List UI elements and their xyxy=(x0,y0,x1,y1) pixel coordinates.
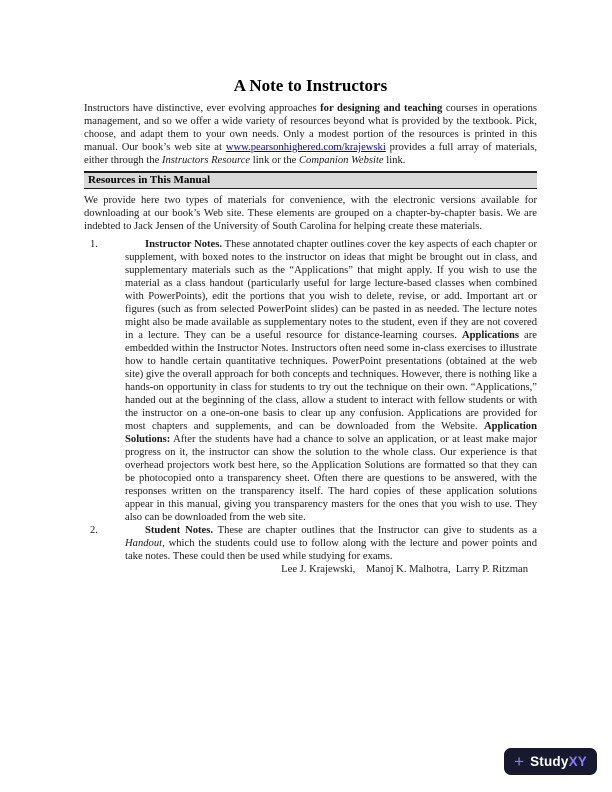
text-run: Applications xyxy=(461,330,520,341)
numbered-list xyxy=(84,238,537,563)
text-run: Instructors Resource xyxy=(161,155,251,166)
text-run: are embedded within the Instructor Notes. Instructors often need some in-class exercises to illustrate how to handle certain quantitative techniques. PowerPoint presentations (obtained at the web site) give the overall approach for both concepts and techniques. However, there is nothing like a hands-on opportunity in class for students to try out the technique on their own. “Applications,” handed out at the beginning of the class, allow a student to interact with fellow students or with the instructor on a one-on-one basis to clear up any confusion. Applications are provided for most chapters and supplements, and can be downloaded from the Website. xyxy=(125,330,537,432)
text-run: link or the xyxy=(250,155,299,166)
studyxy-logo-accent-text: XY xyxy=(568,754,587,769)
section-header-title: Resources in This Manual xyxy=(88,174,211,186)
text-run: for designing and teaching xyxy=(320,103,443,114)
studyxy-logo-text: Study xyxy=(530,754,569,769)
text-run: Student Notes. xyxy=(145,525,214,536)
page-title: A Note to Instructors xyxy=(233,76,388,95)
section-intro-paragraph xyxy=(84,194,537,233)
intro-paragraph xyxy=(84,102,537,167)
list-item-body xyxy=(125,238,537,524)
text-run: provides a full array of materials, either through the xyxy=(84,142,537,166)
text-run: link. xyxy=(383,155,406,166)
list-item-number: 2. xyxy=(90,525,98,536)
text-run: We provide here two types of materials for convenience, with the electronic versions available for downloading at our book’s Web site. These elements are grouped on a chapter-by-chapter basis. We are indebted to Jack Jensen of the University of South Carolina for helping create these materials. xyxy=(84,195,537,232)
plus-icon: + xyxy=(514,751,525,771)
list-item-number: 1. xyxy=(90,239,98,250)
text-run: After the students have had a chance to solve an application, or at least make major progress on it, the instructor can show the solution to the whole class. Our experience is that overhead projectors work best here, so the Application Solutions are formatted so that they can be photocopied onto a transparency sheet. Often there are questions to be answered, with the responses written on the transparency itself. The hard copies of these application solutions appear in this manual, giving you transparency masters for the ones that you wish to use. They also can be downloaded from the web site. xyxy=(125,434,537,523)
text-run: Application Solutions: xyxy=(125,421,537,445)
authors-signature-line: Lee J. Krajewski, Manoj K. Malhotra, Larry P. Ritzman xyxy=(281,564,528,575)
list-item-body xyxy=(125,524,537,563)
text-run: These are chapter outlines that the Instructor can give to students as a xyxy=(213,525,538,536)
text-run: courses in operations management, and so we offer a wide variety of resources beyond what is provided by the textbook. Pick, choose, and adapt them to your own needs. Only a modest portion of the resources is printed in this manual. Our book’s web site at xyxy=(84,103,537,153)
text-run: Instructors have distinctive, ever evolving approaches xyxy=(84,103,321,114)
text-run: Companion Website xyxy=(298,155,384,166)
section-header-bar xyxy=(84,171,537,189)
list-item xyxy=(84,238,537,524)
text-run: These annotated chapter outlines cover the key aspects of each chapter or supplement, with boxed notes to the instructor on ideas that might be brought out in class, and supplementary materials such as the “Applications” that might apply. If you wish to use the material as a class handout (particularly useful for large lecture-based classes when combined with PowerPoints), edit the portions that you wish to delete, revise, or add. Important art or figures (such as from selected PowerPoint slides) can be pasted in as needed. The lecture notes might also be made available as supplementary notes to the student, even if they are not covered in a lecture. They can be a useful resource for distance-learning courses. xyxy=(125,239,537,341)
text-run: Instructor Notes. xyxy=(145,239,223,250)
text-run: Handout xyxy=(125,538,163,549)
list-item xyxy=(84,524,537,563)
text-run: , which the students could use to follow along with the lecture and power points and take notes. These could then be used while studying for exams. xyxy=(125,538,537,562)
studyxy-logo xyxy=(504,748,597,775)
page-content xyxy=(84,76,537,576)
hyperlink[interactable]: www.pearsonhighered.com/krajewski xyxy=(225,142,386,153)
